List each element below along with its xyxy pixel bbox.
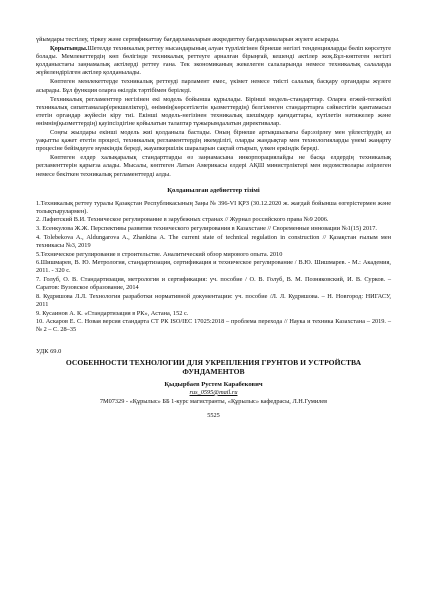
reference-item: 6.Шишмарев, В. Ю. Метрология, стандартизация, сертификация и техническое регулирование / В.Ю. Шишмарев. - М.: Академия, 2011. - 320 c. <box>36 259 391 275</box>
paragraph-conclusion <box>36 45 391 77</box>
reference-item: 2. Лафитский В.И. Техническое регулирование в зарубежных странах // Журнал российского права №9 2006. <box>36 216 329 224</box>
author-email-link[interactable]: rus_0595@mail.ru <box>189 388 238 396</box>
reference-item: 8. Кудряшова Л.Л. Технология разработки нормативной документации: уч. пособие /Л. Л. Кудряшова. – Н. Новгород: НИГАСУ, 2011 <box>36 292 391 308</box>
reference-item: 9. Кусаинов А. К. «Стандартизация в РК», Астана, 152 с. <box>36 309 189 317</box>
paragraph-international-standards: Көптеген елдер халықаралық стандарттарды өз заңнамасына инкорпорациялайды не басқа елдердің техникалық регламенттерін қарығза алады. Мысалы, көптеген Латын Америкасы елдері АҚШ министрліктері мен ведомстволары әзірлеген немесе бекіткен техникалық регламенттерді алды. <box>36 154 391 178</box>
article-title: ОСОБЕННОСТИ ТЕХНОЛОГИИ ДЛЯ УКРЕПЛЕНИЯ ГРУНТОВ И УСТРОЙСТВА ФУНДАМЕНТОВ <box>65 357 362 376</box>
references-heading: Қолданылған әдебиеттер тізімі <box>167 186 260 194</box>
udk-code: УДК 69.0 <box>36 348 62 356</box>
author-name: Қыдырбаев Рустем Карабекович <box>164 380 263 388</box>
paragraph-intro: үйымдары тестілеу, тіркеу және сертификаттау бағдарламаларын аккредиттеу бағдарламаларын жүзеге асырады. <box>36 36 340 43</box>
conclusion-heading: Қорытынды. <box>50 45 88 53</box>
author-affiliation: 7M07329 - «Құрылыс» ББ 1-курс магистранты, «Құрылыс» кафедрасы, Л.Н.Гумилев <box>99 397 328 405</box>
reference-item: 3. Есенкулова Ж.Ж. Перспективы развития технического регулирования в Казахстане // Своременные инновации №1(15) 2017. <box>36 225 377 233</box>
paragraph-second-model: Соңғы жылдары екінші модель жиі қолданыла бастады. Оның бірнеше артықшылығы бар:әзірлеу мен үйлестірудің аз уақытты қажет ететін процесі, техникалық регламенттердің икемділігі, оларды жаңдықтар мен технологияларды үнемі жаңарту процесіне бейімдеуге мүмкіндік береді, жауапкершілік шараларын сақтай отырып, үлкен еркіндік береді. <box>36 129 391 153</box>
paragraph-regulation-models: Техникалық регламенттер негізінен екі модель бойынша құрылады. Бірінші модель-стандарттар. Оларға егжей-тегжейлі техникалық сипаттамалар(ерекшеліктер), өнімнің(көрсетілетін қызметтердің) белгіленген стандарттарға сәйкестігін қамтамасыз ететін органдар жүйесін кіру тиі. Екінші модель-негізінен техникалық шешімдер қағидаттары, күтілетін нәтижелер және өнімнің(қызметтердің) қауіпсіздігіне қойылатын талаптар тұжырымдалатын директивалар. <box>36 95 391 127</box>
reference-item: 7. Голуб, О. В. Стандартизация, метрология и сертификация: уч. пособие / О. В. Голуб, В. М. Позняковский, И. В. Сурков. – Саратов: Вузовское образование, 2014 <box>36 276 391 292</box>
reference-item: 10. Аскаров Е. С. Новая версия стандарта СТ РК ISO/IEC 17025:2018 – проблема перехода // Наука и техника Казахстана – 2019. – № 2 – С. 28–35 <box>36 318 391 334</box>
paragraph-government: Көптеген мемлекеттерде техникалық реттеуді парламент емес, үкімет немесе тиісті салалық басқару органдары жүзеге асырады. Бұл функция оларға өкілдік тәртібімен беріледі. <box>36 78 391 94</box>
reference-item: 1.Техникалық реттеу туралы Қазақстан Республикасының Заңы № 396-VI ҚРЗ (30.12.2020 ж. жағдай бойынша өзгерістермен және толықтырулармен). <box>36 199 391 215</box>
reference-item: 5.Техническое регулирование в строительстве. Аналитический обзор мирового опыта. 2010 <box>36 250 283 258</box>
references-list <box>36 200 391 335</box>
page-number: 5525 <box>207 411 220 419</box>
conclusion-text: Шетелде техникалық реттеу нысандарының алуан түрлілігінен бірнеше негізгі тенденцияларды бөліп көрсетуге болады. Мемлекеттердің көп бөлігінде техникалық реттеуге арналған бірыңғай, кешенді актілер жоқ.Бұл-көптеген негізгі қолданыстағы заңнамалық актілерді реттеу ғана. Тек экономиканың жекелеген салаларында немесе техникалық салаларда жүйелендірілген актілер қолданылады. <box>36 45 391 77</box>
reference-item: 4. Tolebekova A., Aldungarova A., Zhankina A. The current state of technical regulation in construction // Қазақстан ғылым мен техникасы №3, 2019 <box>36 233 391 249</box>
